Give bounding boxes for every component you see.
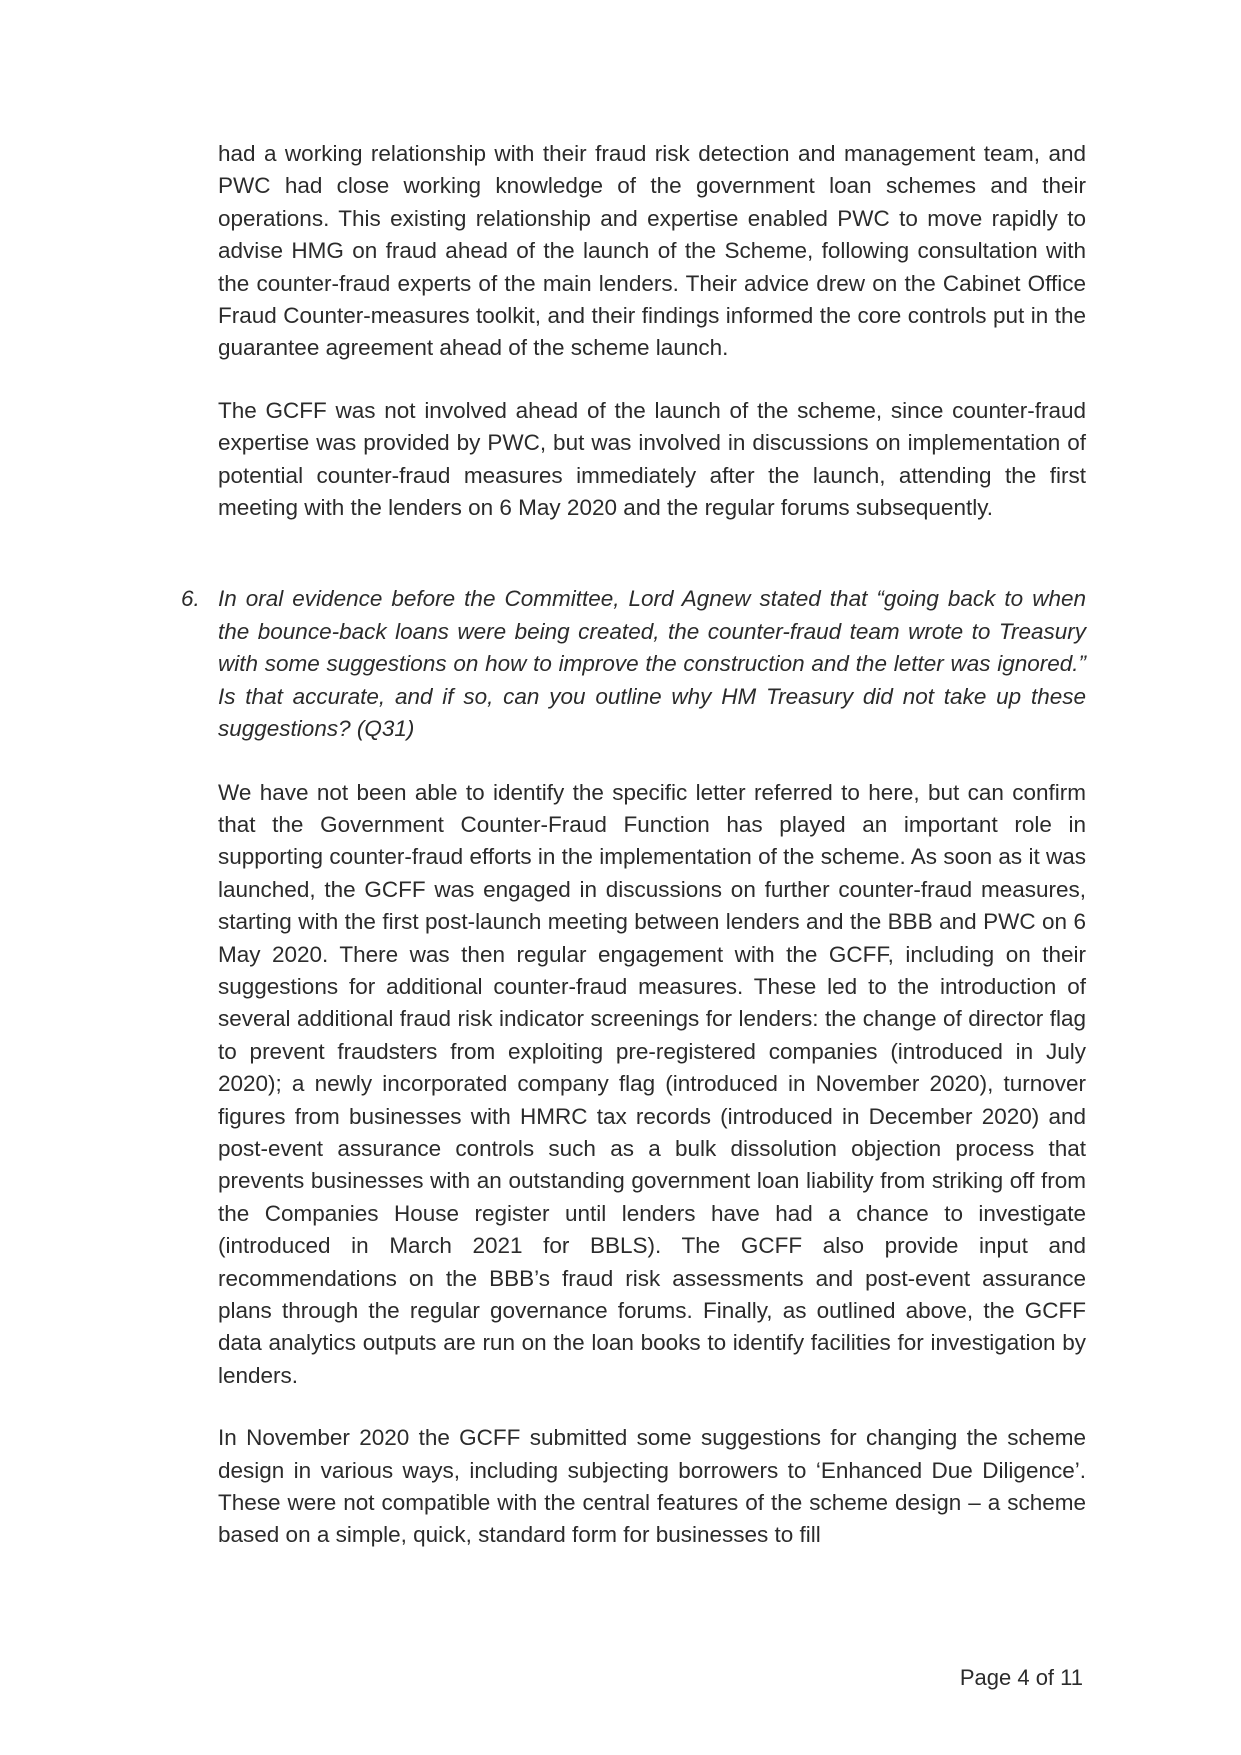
answer-paragraph-2: In November 2020 the GCFF submitted some suggestions for changing the scheme design in various ways, including subjecting borrowers to ‘Enhanced Due Diligence’. These were not compatible with the central features of the scheme design – a scheme based on a simple, quick, standard form for businesses to fill — [218, 1425, 1086, 1548]
body-paragraph-2: The GCFF was not involved ahead of the launch of the scheme, since counter-fraud expertise was provided by PWC, but was involved in discussions on implementation of potential counter-fraud measures immediately after the launch, attending the first meeting with the lenders on 6 May 2020 and the regular forums subsequently. — [218, 397, 1086, 521]
question-number: 6. — [181, 586, 200, 612]
answer-paragraph-1: We have not been able to identify the specific letter referred to here, but can confirm that the Government Counter-Fraud Function has played an important role in supporting counter-fraud efforts in the implementation of the scheme. As soon as it was launched, the GCFF was engaged in discussions on further counter-fraud measures, starting with the first post-launch meeting between lenders and the BBB and PWC on 6 May 2020. There was then regular engagement with the GCFF, including on their suggestions for additional counter-fraud measures. These led to the introduction of several additional fraud risk indicator screenings for lenders: the change of director flag to prevent fraudsters from exploiting pre-registered companies (introduced in July 2020); a newly incorporated company flag (introduced in November 2020), turnover figures from businesses with HMRC tax records (introduced in December 2020) and post-event assurance controls such as a bulk dissolution objection process that prevents businesses with an outstanding government loan liability from striking off from the Companies House register until lenders have had a chance to investigate (introduced in March 2021 for BBLS). The GCFF also provide input and recommendations on the BBB’s fraud risk assessments and post-event assurance plans through the regular governance forums. Finally, as outlined above, the GCFF data analytics outputs are run on the loan books to identify facilities for investigation by lenders. — [218, 779, 1086, 1388]
question-text: In oral evidence before the Committee, Lord Agnew stated that “going back to when the bounce-back loans were being created, the counter-fraud team wrote to Treasury with some suggestions on how to improve the construction and the letter was ignored.” Is that accurate, and if so, can you outline why HM Treasury did not take up these suggestions? (Q31) — [218, 586, 1086, 742]
page-number-label: Page 4 of 11 — [959, 1665, 1083, 1690]
page-footer — [960, 1664, 1083, 1692]
body-paragraph-1: had a working relationship with their fraud risk detection and management team, and PWC had close working knowledge of the government loan schemes and their operations. This existing relationship and expertise enabled PWC to move rapidly to advise HMG on fraud ahead of the launch of the Scheme, following consultation with the counter-fraud experts of the main lenders. Their advice drew on the Cabinet Office Fraud Counter-measures toolkit, and their findings informed the core controls put in the guarantee agreement ahead of the scheme launch. — [218, 141, 1086, 361]
question-item-6 — [181, 583, 1086, 745]
